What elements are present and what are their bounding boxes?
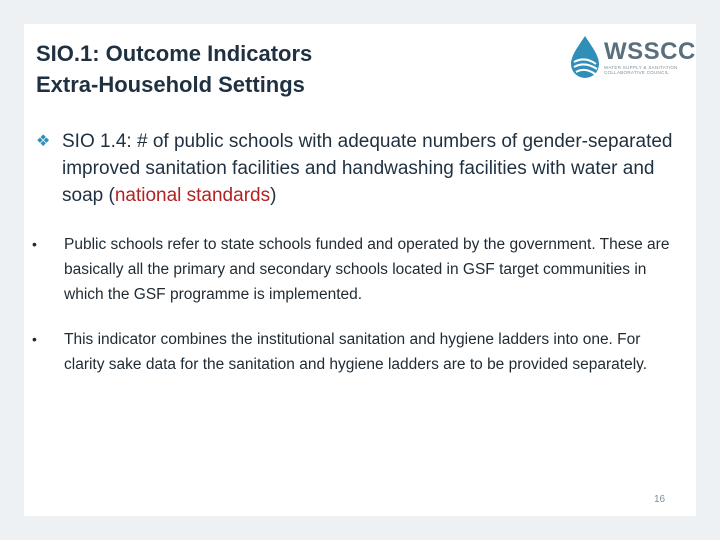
heading-text-end: ) xyxy=(270,185,277,206)
bullet-dot-icon: • xyxy=(32,236,37,252)
bullet-item xyxy=(32,232,682,307)
water-drop-icon xyxy=(568,34,602,80)
heading-highlight: national standards xyxy=(114,185,271,206)
page-number: 16 xyxy=(654,494,666,505)
diamond-bullet-icon: ❖ xyxy=(36,133,51,150)
bullet-text: Public schools refer to state schools funded and operated by the government. These are basically all the primary and secondary schools located in GSF target communities in which the GSF programme is implemented. xyxy=(64,236,670,303)
indicator-heading xyxy=(36,128,676,209)
title-line-2: Extra-Household Settings xyxy=(36,72,305,97)
heading-text-start: SIO 1.4: # of public schools with adequate numbers of gender-separated improved sanitation facilities and handwashing facilities with water and soap ( xyxy=(62,131,673,206)
logo-wordmark: WSSCC xyxy=(604,38,696,65)
bullet-dot-icon: • xyxy=(32,331,37,347)
slide xyxy=(24,24,696,516)
wsscc-logo xyxy=(568,34,694,82)
slide-title xyxy=(36,38,506,100)
bullet-text: This indicator combines the institutional sanitation and hygiene ladders into one. For clarity sake data for the sanitation and hygiene ladders are to be provided separately. xyxy=(64,331,648,373)
title-line-1: SIO.1: Outcome Indicators xyxy=(36,41,313,66)
bullet-item xyxy=(32,327,682,377)
indicator-heading-text xyxy=(62,128,676,209)
logo-tagline: WATER SUPPLY & SANITATION COLLABORATIVE COUNCIL xyxy=(604,65,678,75)
bullet-list xyxy=(32,232,682,397)
